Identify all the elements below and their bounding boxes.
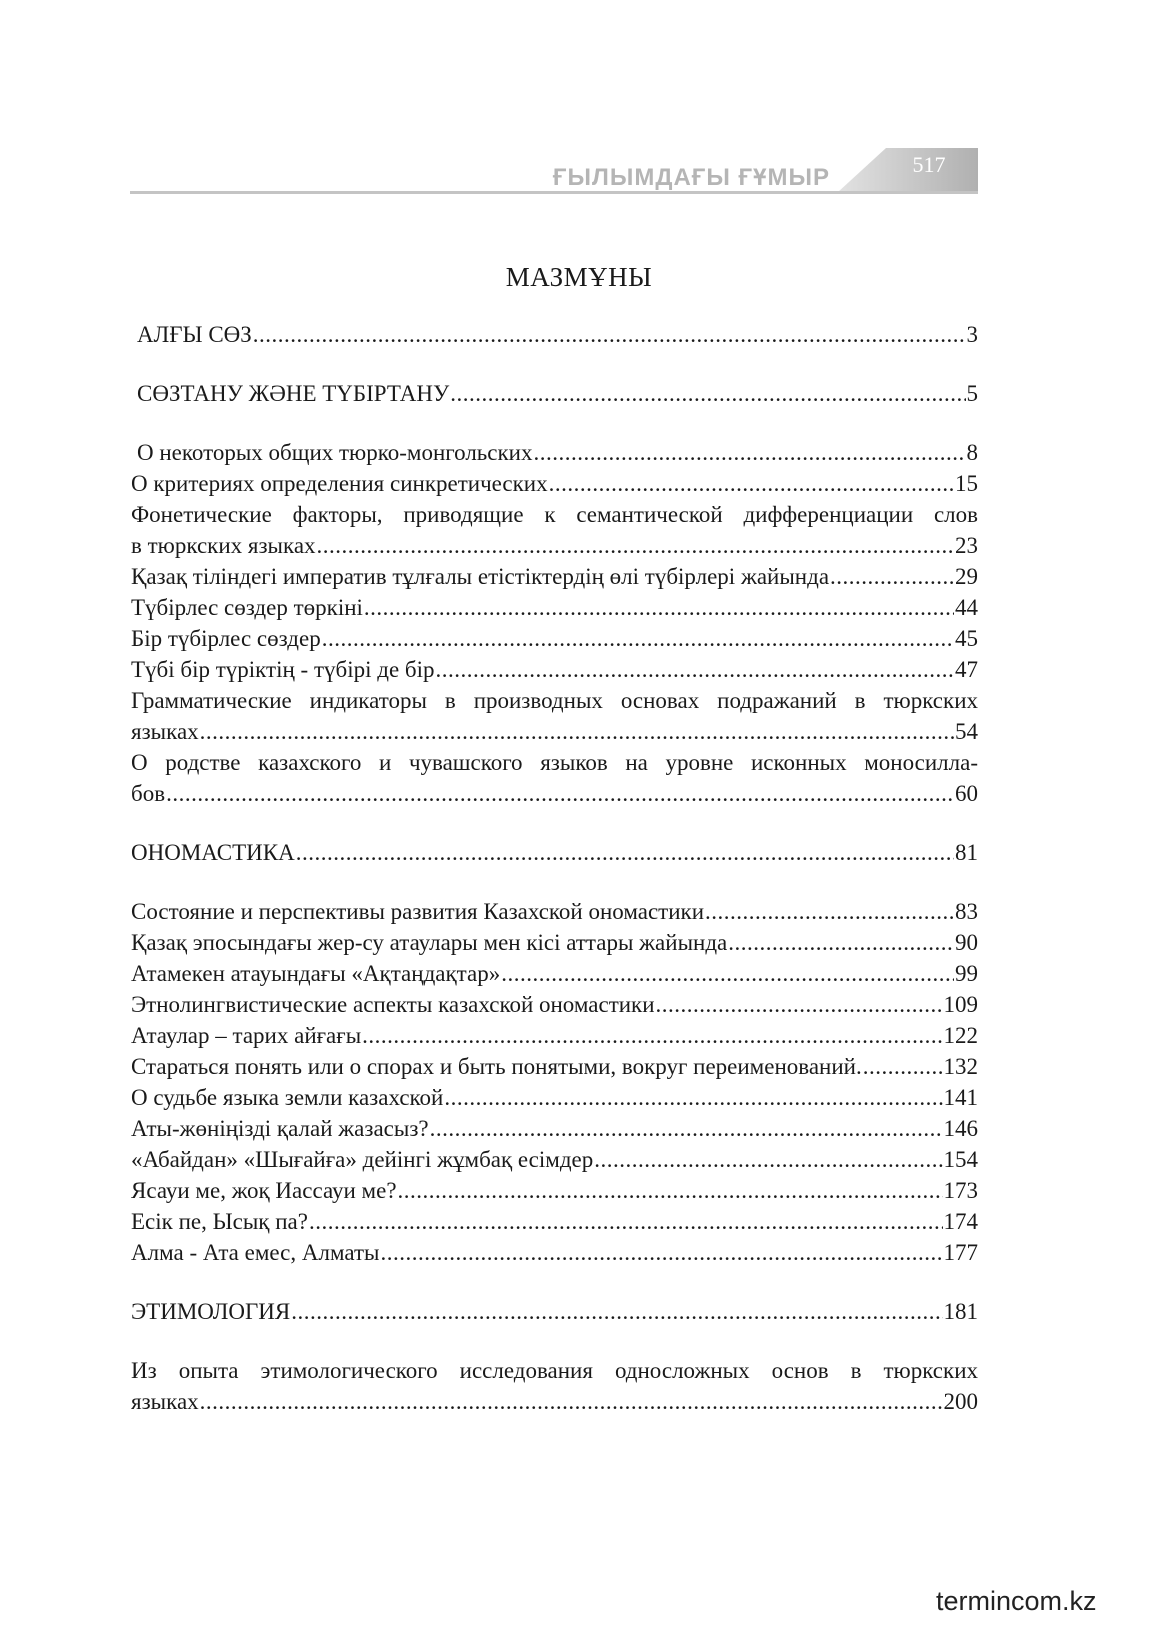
- toc-entry: [131, 927, 978, 958]
- dot-leader: [863, 1051, 943, 1082]
- toc-page-number: 8: [966, 440, 978, 465]
- dot-leader: [450, 378, 965, 409]
- toc-page-number: 146: [943, 1116, 978, 1141]
- toc-page-number: 173: [943, 1178, 978, 1203]
- toc-line: [131, 378, 978, 409]
- toc-entry: [131, 685, 978, 747]
- toc-page-number: 122: [943, 1023, 978, 1048]
- toc-entry: [131, 1113, 978, 1144]
- dot-leader: [296, 837, 954, 868]
- page-title: МАЗМҰНЫ: [505, 262, 653, 292]
- toc-entry-title-line: О родстве казахского и чувашского языков на уровне исконных моносилла-: [131, 750, 978, 775]
- dot-leader: [253, 319, 966, 350]
- toc-page-number: 177: [943, 1240, 978, 1265]
- toc-entry-title-line: Из опыта этимологического исследования односложных основ в тюркских: [131, 1358, 978, 1383]
- dot-leader: [364, 592, 954, 623]
- toc-section: [131, 378, 978, 409]
- toc-section: [131, 837, 978, 868]
- toc-line: [131, 1386, 978, 1417]
- dot-leader: [549, 468, 954, 499]
- toc-page-number: 23: [955, 533, 978, 558]
- toc-entry: [131, 989, 978, 1020]
- toc-line: [131, 1296, 978, 1327]
- dot-leader: [436, 654, 955, 685]
- toc-entry-title: ОНОМАСТИКА: [131, 840, 295, 865]
- toc-entry-title-line: Фонетические факторы, приводящие к семантической дифференциации слов: [131, 502, 978, 527]
- dot-leader: [656, 989, 943, 1020]
- running-header: [130, 148, 978, 196]
- toc-line: [131, 958, 978, 989]
- dot-leader: [430, 1113, 943, 1144]
- dot-leader: [830, 561, 954, 592]
- toc-entry-title: языках: [131, 719, 199, 744]
- page-number: 517: [912, 152, 946, 177]
- toc-page-number: 174: [943, 1209, 978, 1234]
- toc-entry: [131, 623, 978, 654]
- toc-entry-title: Аты-жөніңізді қалай жазасыз?: [131, 1116, 429, 1141]
- toc-line: [131, 1237, 978, 1268]
- toc-page-number: 3: [966, 322, 978, 347]
- toc-line: [131, 1144, 978, 1175]
- toc-line: [131, 989, 978, 1020]
- toc-entry-title: «Абайдан» «Шығайға» дейінгі жұмбақ есімдер: [131, 1147, 594, 1172]
- dot-leader: [533, 437, 965, 468]
- table-of-contents: [131, 319, 978, 1417]
- toc-page-number: 141: [943, 1085, 978, 1110]
- toc-page-number: 47: [955, 657, 978, 682]
- dot-leader: [398, 1175, 943, 1206]
- toc-entry-title: Ясауи ме, жоқ Иассауи ме?: [131, 1178, 397, 1203]
- toc-entry-title: Түбі бір түріктің - түбірі де бір: [131, 657, 435, 682]
- dot-leader: [322, 623, 954, 654]
- toc-line: [131, 319, 978, 350]
- toc-entry-title: Бір түбірлес сөздер: [131, 626, 321, 651]
- dot-leader: [309, 1206, 943, 1237]
- toc-page-number: 44: [955, 595, 978, 620]
- toc-entry: [131, 958, 978, 989]
- toc-line: [131, 623, 978, 654]
- toc-entry-title: Атамекен атауындағы «Ақтаңдақтар»: [131, 961, 501, 986]
- dot-leader: [166, 778, 954, 809]
- watermark-text: termincom.kz: [936, 1586, 1097, 1616]
- dot-leader: [362, 1020, 942, 1051]
- toc-entry: [131, 1051, 978, 1082]
- toc-entry-title: АЛҒЫ СӨЗ: [137, 322, 252, 347]
- toc-entry-title: бов: [131, 781, 166, 806]
- toc-page-number: 54: [955, 719, 978, 744]
- header-rule: [130, 191, 978, 194]
- toc-entry-title: Қазақ тіліндегі императив тұлғалы етістіктердің өлі түбірлері жайында: [131, 564, 830, 589]
- toc-entry: [131, 1020, 978, 1051]
- toc-entry-title: Қазақ эпосындағы жер-су атаулары мен кісі аттары жайында: [131, 930, 728, 955]
- toc-entry-title: Есік пе, Ысық па?: [131, 1209, 308, 1234]
- toc-entry: [131, 592, 978, 623]
- toc-entry-title: языках: [131, 1389, 199, 1414]
- toc-entry-title: Түбірлес сөздер төркіні: [131, 595, 363, 620]
- toc-entry: [131, 654, 978, 685]
- toc-entry: [131, 468, 978, 499]
- toc-line: [131, 1082, 978, 1113]
- toc-line: [131, 654, 978, 685]
- toc-section: [131, 1296, 978, 1327]
- toc-page-number: 81: [955, 840, 978, 865]
- dot-leader: [291, 1296, 942, 1327]
- toc-line: [131, 561, 978, 592]
- toc-line: [131, 530, 978, 561]
- toc-entry-title: О некоторых общих тюрко-монгольских: [137, 440, 533, 465]
- toc-line: [131, 837, 978, 868]
- dot-leader: [200, 1386, 943, 1417]
- toc-line: [131, 778, 978, 809]
- toc-page-number: 181: [943, 1299, 978, 1324]
- toc-entry-title: Этнолингвистические аспекты казахской ономастики: [131, 992, 655, 1017]
- toc-line: [131, 1206, 978, 1237]
- dot-leader: [200, 716, 954, 747]
- toc-entry-title: Алма - Ата емес, Алматы: [131, 1240, 380, 1265]
- toc-page-number: 109: [943, 992, 978, 1017]
- toc-page-number: 99: [955, 961, 978, 986]
- toc-entry: [131, 896, 978, 927]
- toc-page-number: 200: [943, 1389, 978, 1414]
- toc-line: [131, 1113, 978, 1144]
- toc-line: [131, 468, 978, 499]
- dot-leader: [705, 896, 954, 927]
- toc-line: [131, 896, 978, 927]
- dot-leader: [317, 530, 954, 561]
- toc-entry: [131, 499, 978, 561]
- toc-entry: [131, 1175, 978, 1206]
- toc-page-number: 83: [955, 899, 978, 924]
- dot-leader: [501, 958, 954, 989]
- toc-line: [131, 437, 978, 468]
- toc-line: [131, 1175, 978, 1206]
- toc-entry: [131, 561, 978, 592]
- toc-entry-title: СӨЗТАНУ ЖӘНЕ ТҮБІРТАНУ: [137, 381, 450, 406]
- toc-page-number: 5: [966, 381, 978, 406]
- toc-page-number: 15: [955, 471, 978, 496]
- toc-entry-title: О критериях определения синкретических: [131, 471, 548, 496]
- dot-leader: [728, 927, 954, 958]
- toc-page-number: 29: [955, 564, 978, 589]
- toc-entry-title: О судьбе языка земли казахской: [131, 1085, 444, 1110]
- watermark-logo: [936, 1586, 1097, 1617]
- toc-entry-title: Состояние и перспективы развития Казахской ономастики: [131, 899, 705, 924]
- toc-page-number: 132: [943, 1054, 978, 1079]
- toc-line: [131, 1020, 978, 1051]
- dot-leader: [594, 1144, 942, 1175]
- toc-entry: [131, 437, 978, 468]
- toc-entry: [131, 1082, 978, 1113]
- toc-entry-title: ЭТИМОЛОГИЯ: [131, 1299, 291, 1324]
- toc-entry-title: в тюркских языках: [131, 533, 316, 558]
- toc-entry: [131, 1237, 978, 1268]
- toc-entry: [131, 1144, 978, 1175]
- toc-page-number: 45: [955, 626, 978, 651]
- toc-section: [131, 319, 978, 350]
- toc-entry: [131, 1355, 978, 1417]
- toc-entry-title: Атаулар – тарих айғағы: [131, 1023, 362, 1048]
- toc-entry: [131, 747, 978, 809]
- toc-page-number: 90: [955, 930, 978, 955]
- toc-line: [131, 927, 978, 958]
- toc-entry: [131, 1206, 978, 1237]
- toc-line: [131, 716, 978, 747]
- toc-line: [131, 1051, 978, 1082]
- toc-entry-title-line: Грамматические индикаторы в производных основах подражаний в тюркских: [131, 688, 978, 713]
- dot-leader: [380, 1237, 942, 1268]
- toc-page-number: 154: [943, 1147, 978, 1172]
- toc-page-number: 60: [955, 781, 978, 806]
- running-title: ҒЫЛЫМДАҒЫ ҒҰМЫР: [552, 164, 830, 191]
- dot-leader: [444, 1082, 942, 1113]
- toc-entry-title: Стараться понять или о спорах и быть понятыми, вокруг переименований.: [131, 1054, 862, 1079]
- toc-line: [131, 592, 978, 623]
